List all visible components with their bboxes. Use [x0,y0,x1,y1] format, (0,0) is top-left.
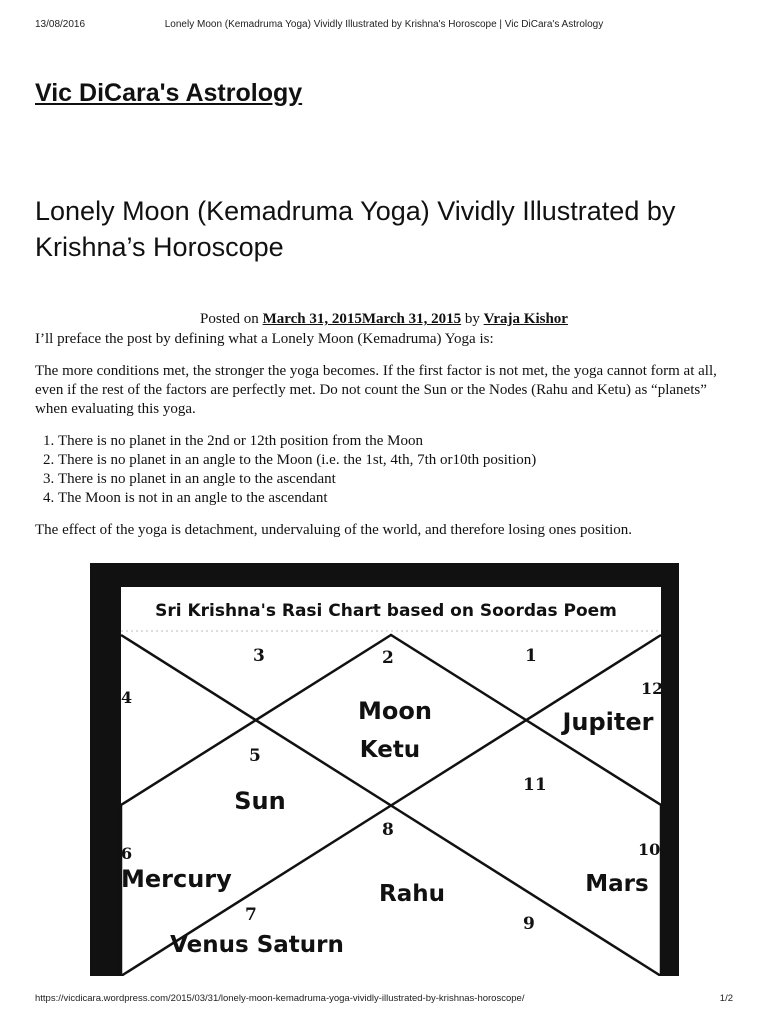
planet-moon: Moon [358,697,432,725]
print-page-title: Lonely Moon (Kemadruma Yoga) Vividly Illustrated by Krishna's Horoscope | Vic DiCara's Astrology [164,19,604,30]
house-number-12: 12 [641,679,664,698]
post-meta [0,311,768,328]
effect-paragraph: The effect of the yoga is detachment, undervaluing of the world, and therefore losing ones position. [35,522,633,538]
print-url: https://vicdicara.wordpress.com/2015/03/31/lonely-moon-kemadruma-yoga-vividly-illustrated-by-krishnas-horoscope/ [35,993,525,1004]
chart-background [121,587,664,976]
list-item: 4. The Moon is not in an angle to the ascendant [58,489,735,508]
planet-venus-saturn: Venus Saturn [170,932,344,958]
print-date: 13/08/2016 [35,19,86,30]
planet-jupiter: Jupiter [562,708,654,736]
list-item: 2. There is no planet in an angle to the Moon (i.e. the 1st, 4th, 7th or10th position) [58,451,735,470]
house-number-3: 3 [253,646,265,666]
house-number-5: 5 [249,746,261,766]
list-item: 3. There is no planet in an angle to the ascendant [58,470,735,489]
house-number-1: 1 [525,646,537,666]
rasi-chart [90,563,679,976]
by-label: by [461,311,484,327]
planet-mercury: Mercury [121,865,232,893]
house-number-8: 8 [382,820,394,840]
horoscope-chart-image [90,563,679,976]
intro-paragraph: I’ll preface the post by defining what a Lonely Moon (Kemadruma) Yoga is: [35,331,494,347]
site-title-link[interactable]: Vic DiCara's Astrology [35,79,303,107]
planet-mars: Mars [585,871,649,897]
house-number-6: 6 [121,844,133,863]
house-number-2: 2 [382,648,394,668]
chart-caption: Sri Krishna's Rasi Chart based on Soordas Poem [155,601,617,621]
house-number-9: 9 [523,914,535,934]
post-title: Lonely Moon (Kemadruma Yoga) Vividly Illustrated by Krishna’s Horoscope [35,196,676,262]
house-number-7: 7 [245,905,257,925]
author-link[interactable]: Vraja Kishor [483,311,568,327]
list-item: 1. There is no planet in the 2nd or 12th position from the Moon [58,432,735,451]
posted-on-label: Posted on [200,311,263,327]
planet-ketu: Ketu [359,737,421,763]
planet-sun: Sun [234,787,286,815]
conditions-paragraph: The more conditions met, the stronger the yoga becomes. If the first factor is not met, the yoga cannot form at all, even if the rest of the factors are perfectly met. Do not count the Sun or the Nodes (Rahu and Ketu) as “planets” when evaluating this yoga. [35,363,717,417]
print-footer [0,993,768,1007]
conditions-list [35,432,735,508]
print-header [0,19,768,33]
planet-rahu: Rahu [379,881,445,907]
house-number-10: 10 [638,840,661,859]
post-date-link[interactable]: March 31, 2015March 31, 2015 [262,311,462,327]
house-number-11: 11 [523,775,547,795]
house-number-4: 4 [121,688,133,707]
page-number: 1/2 [719,993,733,1004]
post-content [35,330,735,553]
